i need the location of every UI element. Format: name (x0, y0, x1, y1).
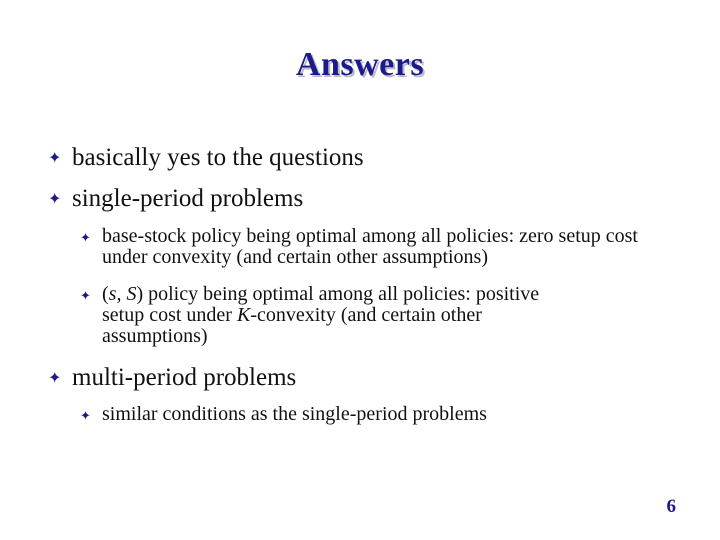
four-point-star-icon: ✦ (48, 370, 62, 387)
four-point-star-icon: ✦ (48, 150, 62, 167)
sub-bullet-text: base-stock policy being optimal among all policies: zero setup cost under convexity (and certain other assumptions) (102, 225, 638, 268)
four-point-star-icon: ✦ (48, 191, 62, 208)
four-point-star-icon: ✦ (80, 408, 91, 423)
bullet-text: basically yes to the questions (72, 144, 364, 171)
page-number: 6 (666, 496, 676, 517)
four-point-star-icon: ✦ (80, 230, 91, 245)
text-fragment: ) policy being optimal among all policies: positive setup cost under (102, 283, 540, 326)
text-fragment: ( (102, 283, 109, 305)
bullet-text: multi-period problems (72, 364, 297, 391)
italic-variable: K (236, 304, 251, 326)
slide-title: Answers (295, 46, 425, 83)
bullet-text: single-period problems (72, 185, 304, 212)
text-fragment: -convexity (and certain other assumptions) (102, 304, 482, 347)
italic-variable: s, S (108, 283, 137, 305)
sub-bullet-text (102, 284, 572, 347)
four-point-star-icon: ✦ (80, 288, 91, 303)
sub-bullet-text: similar conditions as the single-period problems (102, 403, 487, 425)
